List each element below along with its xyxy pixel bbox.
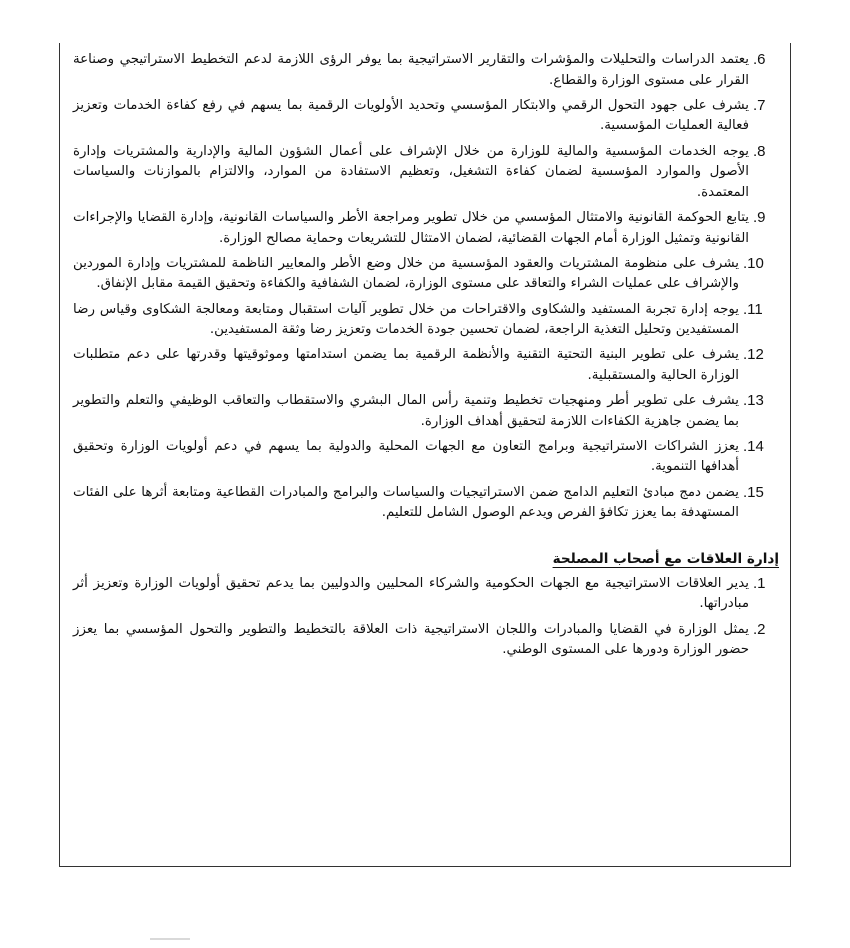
page-bottom-mark: [150, 938, 190, 948]
item-number: .11: [743, 300, 763, 318]
item-number: .14: [743, 437, 764, 455]
stakeholder-list: [73, 574, 779, 661]
item-number: .9: [753, 208, 766, 226]
item-text: يعتمد الدراسات والتحليلات والمؤشرات والتقارير الاستراتيجية بما يوفر الرؤى اللازمة لدعم التخطيط الاستراتيجي وصناعة القرار على مستوى الوزارة والقطاع.: [73, 52, 749, 88]
responsibilities-list: [73, 50, 779, 524]
list-item: [73, 208, 779, 249]
item-text: يشرف على منظومة المشتريات والعقود المؤسسية من خلال وضع الأطر والمعايير الناظمة للمشتريات وإدارة الموردين والإشراف على عمليات الشراء والتعاقد على مستوى الوزارة، لضمان الشفافية والكفاءة وتحقيق القيمة مقابل الإنفاق.: [73, 255, 739, 292]
list-item: [73, 96, 779, 137]
list-item: [73, 50, 779, 91]
item-number: .1: [753, 574, 766, 592]
section-title-text: إدارة العلاقات مع أصحاب المصلحة: [552, 550, 779, 567]
item-number: .12: [743, 346, 764, 364]
item-text: يتابع الحوكمة القانونية والامتثال المؤسسي من خلال تطوير ومراجعة الأطر والسياسات القانونية، وإدارة القضايا والإجراءات القانونية وتمثيل الوزارة أمام الجهات القضائية، لضمان الامتثال للتشريعات وحماية مصالح الوزارة.: [73, 209, 749, 246]
item-text: يشرف على جهود التحول الرقمي والابتكار المؤسسي وتحديد الأولويات الرقمية بما يسهم في رفع كفاءة الخدمات وتعزيز فعالية العمليات المؤسسية.: [73, 97, 749, 134]
item-text: يضمن دمج مبادئ التعليم الدامج ضمن الاستراتيجيات والسياسات والبرامج والمبادرات القطاعية ومتابعة أثرها على الفئات المستهدفة بما يعزز تكافؤ الفرص ويدعم الوصول الشامل للتعليم.: [73, 484, 739, 521]
list-item: [73, 142, 779, 204]
item-text: يعزز الشراكات الاستراتيجية وبرامج التعاون مع الجهات المحلية والدولية بما يسهم في دعم أولويات الوزارة وتحقيق أهدافها التنموية.: [73, 438, 739, 475]
item-number: .7: [753, 96, 766, 114]
item-number: .13: [743, 392, 764, 410]
list-item: [73, 437, 779, 478]
list-item: [73, 483, 779, 524]
list-item: [73, 345, 779, 386]
item-text: يشرف على تطوير البنية التحتية التقنية والأنظمة الرقمية بما يضمن استدامتها وموثوقيتها وقدرتها على دعم متطلبات الوزارة الحالية والمستقبلية.: [73, 347, 739, 383]
list-item: [73, 391, 779, 432]
item-text: يدير العلاقات الاستراتيجية مع الجهات الحكومية والشركاء المحليين والدوليين بما يدعم تحقيق أولويات الوزارة وتعزيز أثر مبادراتها.: [73, 575, 749, 612]
item-text: يوجه الخدمات المؤسسية والمالية للوزارة من خلال الإشراف على أعمال الشؤون المالية والإدارية والمشتريات وإدارة الأصول والموارد المؤسسية لضمان كفاءة التشغيل، وتعظيم الاستفادة من الموارد، والالتزام بالموازنات والسياسات المعتمدة.: [73, 143, 749, 200]
item-number: .15: [743, 483, 764, 501]
item-number: .10: [743, 254, 764, 272]
list-item: [73, 254, 779, 295]
document-body: [73, 50, 779, 665]
item-number: .6: [753, 51, 766, 68]
item-number: .8: [753, 142, 766, 160]
item-number: .2: [753, 620, 766, 638]
list-item: [73, 620, 779, 661]
item-text: يوجه إدارة تجربة المستفيد والشكاوى والاقتراحات من خلال تطوير آليات استقبال ومتابعة ومعالجة الشكاوى وقياس رضا المستفيدين وتحليل التغذية الراجعة، لضمان تحسين جودة الخدمات وتعزيز رضا وثقة المستفيدين.: [73, 301, 739, 338]
item-text: يمثل الوزارة في القضايا والمبادرات واللجان الاستراتيجية ذات العلاقة بالتخطيط والتطوير والتحول المؤسسي بما يعزز حضور الوزارة ودورها على المستوى الوطني.: [73, 621, 749, 658]
section-title: [73, 548, 779, 570]
list-item: [73, 574, 779, 615]
item-text: يشرف على تطوير أطر ومنهجيات تخطيط وتنمية رأس المال البشري والاستقطاب والتعاقب الوظيفي والتعلم والتطوير بما يضمن جاهزية الكفاءات اللازمة لتحقيق أهداف الوزارة.: [73, 393, 739, 429]
list-item: [73, 300, 779, 341]
